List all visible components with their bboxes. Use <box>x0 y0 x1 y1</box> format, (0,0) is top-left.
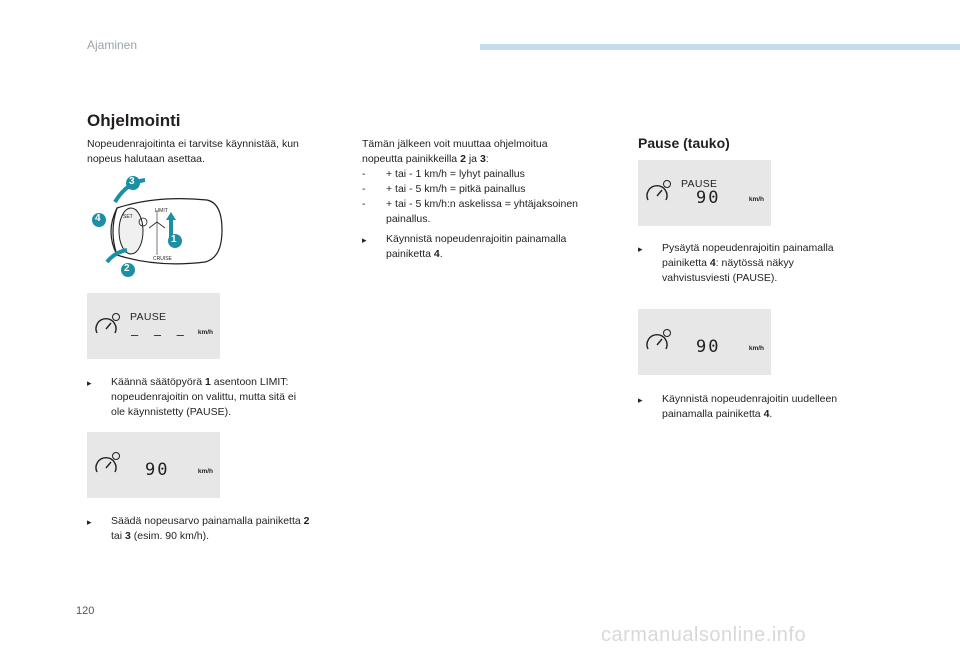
stalk-label-limit: LIMIT <box>155 208 168 214</box>
header-accent-bar <box>480 44 960 50</box>
stalk-illustration <box>87 170 237 285</box>
stalk-label-cruise: CRUISE <box>153 256 172 262</box>
display-value: 90 <box>145 460 170 480</box>
list-item: painallus. <box>386 213 431 225</box>
instruction-bullet-start: ▸ Käynnistä nopeudenrajoitin painamalla painiketta 4. <box>362 233 567 260</box>
badge-3: 3 <box>129 176 135 187</box>
display-value: 90 <box>696 337 721 357</box>
speed-limiter-icon <box>94 311 120 339</box>
display-value: 90 <box>696 188 721 208</box>
display-unit: km/h <box>197 468 213 475</box>
bullet-marker-icon: ▸ <box>638 395 643 405</box>
stalk-label-set: SET <box>123 214 133 220</box>
bullet-marker-icon: ▸ <box>638 244 643 254</box>
speed-limiter-icon <box>94 450 120 478</box>
speed-limiter-icon <box>645 178 671 206</box>
display-pause-90 <box>638 160 771 226</box>
display-pause-dashes <box>87 293 220 359</box>
instruction-bullet-1: ▸ Käännä säätöpyörä 1 asentoon LIMIT: nopeudenrajoitin on valittu, mutta sitä ei ole käynnistetty (PAUSE). <box>87 376 297 418</box>
instruction-bullet-2: ▸ Säädä nopeusarvo painamalla painiketta 2 tai 3 (esim. 90 km/h). <box>87 515 310 542</box>
page-number: 120 <box>76 605 95 617</box>
display-unit: km/h <box>197 329 213 336</box>
display-status: PAUSE <box>130 311 167 323</box>
badge-1: 1 <box>171 234 177 245</box>
badge-2: 2 <box>124 263 130 274</box>
bullet-marker-icon: ▸ <box>87 378 92 388</box>
display-unit: km/h <box>748 345 764 352</box>
display-value: – – – <box>131 327 190 342</box>
instruction-bullet-pause: ▸ Pysäytä nopeudenrajoitin painamalla painiketta 4: näytössä näkyy vahvistusviesti (PAUSE). <box>638 242 834 284</box>
adjustment-list <box>362 167 622 227</box>
page-title: Ohjelmointi <box>87 111 181 130</box>
list-item: - + tai - 5 km/h = pitkä painallus <box>362 183 526 195</box>
mid-intro: Tämän jälkeen voit muuttaa ohjelmoitua nopeutta painikkeilla 2 ja 3: <box>362 138 548 165</box>
badge-4: 4 <box>95 213 101 224</box>
instruction-bullet-resume: ▸ Käynnistä nopeudenrajoitin uudelleen painamalla painiketta 4. <box>638 393 838 420</box>
bullet-marker-icon: ▸ <box>87 517 92 527</box>
bullet-marker-icon: ▸ <box>362 235 367 245</box>
display-value-90 <box>87 432 220 498</box>
section-title-pause: Pause (tauko) <box>638 135 730 151</box>
speed-limiter-icon <box>645 327 671 355</box>
list-item: - + tai - 5 km/h:n askelissa = yhtäjaksoinen <box>362 198 579 210</box>
watermark: carmanualsonline.info <box>601 624 807 646</box>
stalk-drawing <box>87 170 237 285</box>
section-header: Ajaminen <box>87 38 138 52</box>
display-status: PAUSE <box>681 178 718 190</box>
list-item: - + tai - 1 km/h = lyhyt painallus <box>362 168 525 180</box>
display-unit: km/h <box>748 196 764 203</box>
intro-paragraph: Nopeudenrajoitinta ei tarvitse käynnistää, kun nopeus halutaan asettaa. <box>87 138 299 165</box>
display-value-90-resume <box>638 309 771 375</box>
